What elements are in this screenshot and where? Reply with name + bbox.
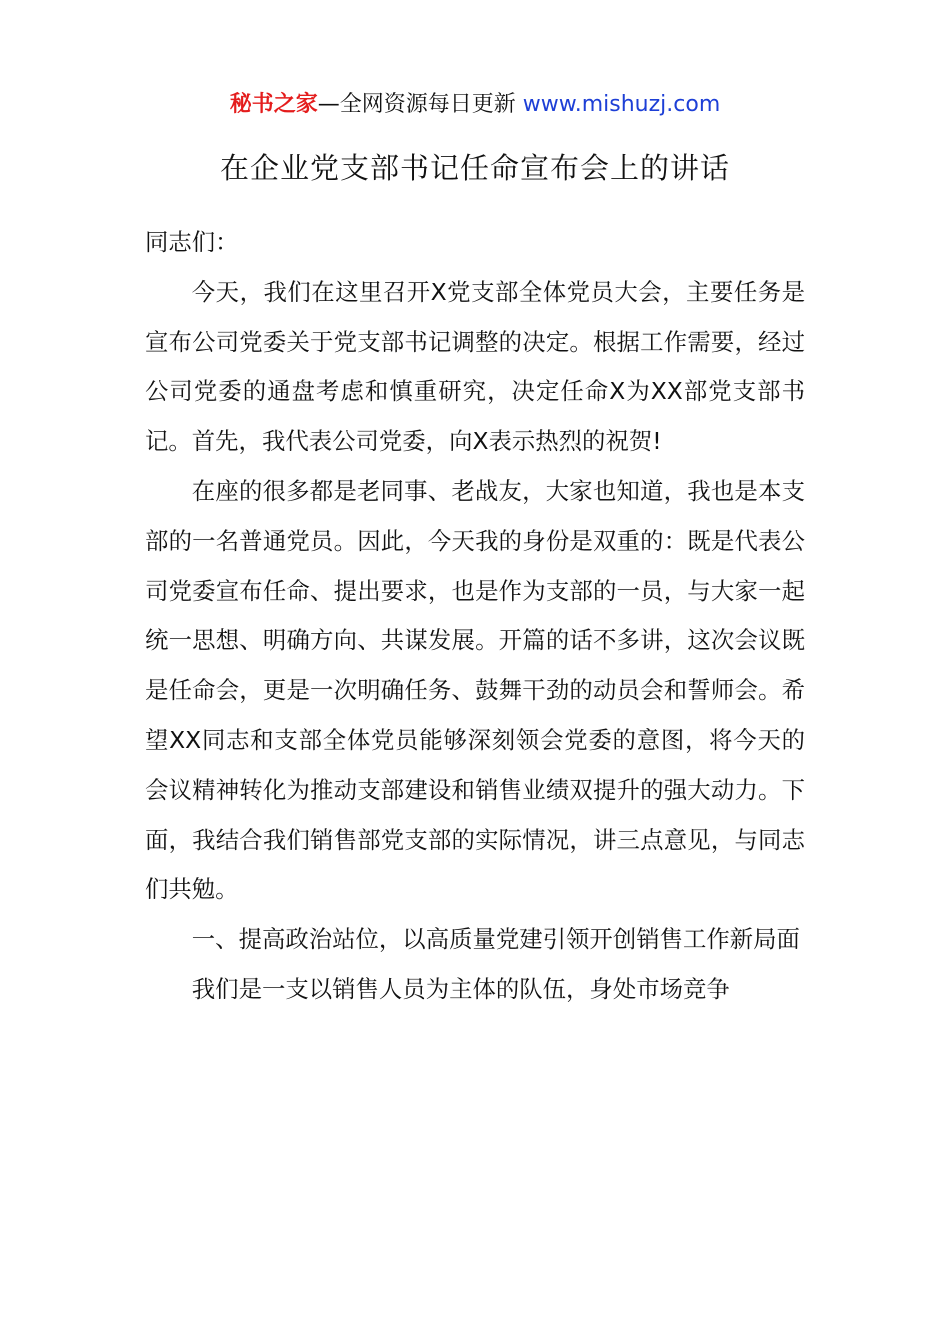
- site-url-link[interactable]: www.mishuzj.com: [522, 92, 721, 117]
- document-body: [145, 218, 805, 1015]
- site-header: [0, 88, 950, 122]
- salutation: 同志们：: [145, 228, 239, 256]
- brand-name: 秘书之家: [229, 92, 318, 117]
- paragraph-1: 今天，我们在这里召开X党支部全体党员大会，主要任务是宣布公司党委关于党支部书记调整的决定。根据工作需要，经过公司党委的通盘考虑和慎重研究，决定任命X为XX部党支部书记。首先，我代表公司党委，向X表示热烈的祝贺!: [145, 277, 805, 456]
- paragraph-2: 在座的很多都是老同事、老战友，大家也知道，我也是本支部的一名普通党员。因此，今天我的身份是双重的：既是代表公司党委宣布任命、提出要求，也是作为支部的一员，与大家一起统一思想、明确方向、共谋发展。开篇的话不多讲，这次会议既是任命会，更是一次明确任务、鼓舞干劲的动员会和誓师会。希望XX同志和支部全体党员能够深刻领会党委的意图，将今天的会议精神转化为推动支部建设和销售业绩双提升的强大动力。下面，我结合我们销售部党支部的实际情况，讲三点意见，与同志们共勉。: [145, 476, 805, 904]
- section-heading-1: 一、提高政治站位，以高质量党建引领开创销售工作新局面: [191, 925, 800, 954]
- paragraph-3: 我们是一支以销售人员为主体的队伍，身处市场竞争: [191, 974, 730, 1003]
- document-title: 在企业党支部书记任命宣布会上的讲话: [219, 151, 730, 185]
- header-slogan: —全网资源每日更新: [317, 92, 516, 117]
